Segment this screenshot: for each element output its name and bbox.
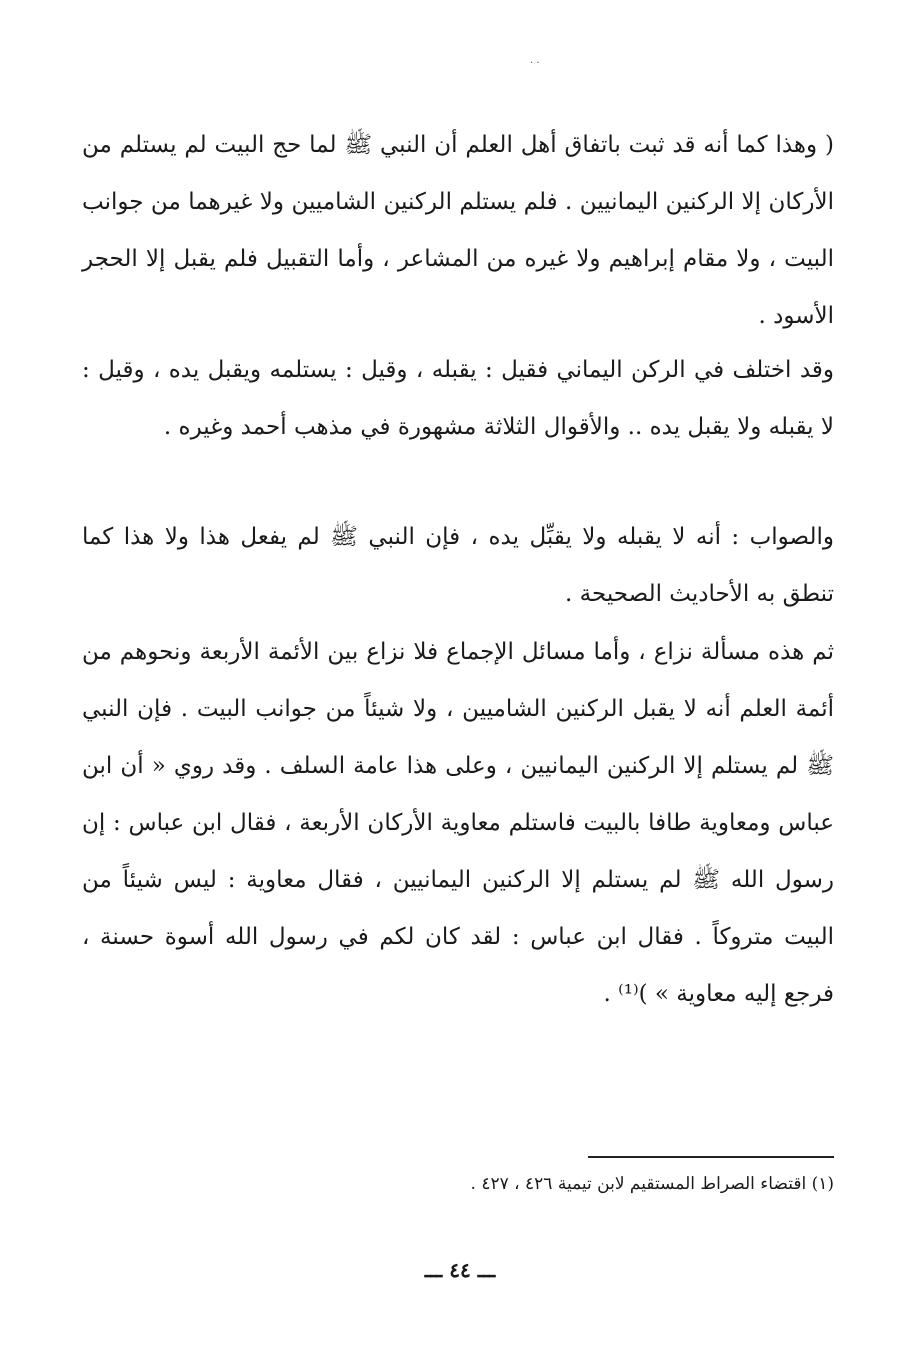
paragraph-3: والصواب : أنه لا يقبله ولا يقبِّل يده ، فإن النبي ﷺ لم يفعل هذا ولا هذا كما تنطق به الأحاديث الصحيحة .	[82, 524, 834, 607]
paragraph-1: ( وهذا كما أنه قد ثبت باتفاق أهل العلم أن النبي ﷺ لما حج البيت لم يستلم من الأركان إلا الركنين اليمانيين . فلم يستلم الركنين الشاميين ولا غيرهما من جوانب البيت ، ولا مقام إبراهيم ولا غيره من المشاعر ، وأما التقبيل فلم يقبل إلا الحجر الأسود .	[82, 132, 834, 329]
footnote: (١) اقتضاء الصراط المستقيم لابن تيمية ٤٢٦ ، ٤٢٧ .	[470, 1174, 834, 1194]
paragraph-2: وقد اختلف في الركن اليماني فقيل : يقبله ، وقيل : يستلمه ويقبل يده ، وقيل : لا يقبله ولا يقبل يده .. والأقوال الثلاثة مشهورة في مذهب أحمد وغيره .	[82, 357, 834, 440]
footnote-divider	[588, 1156, 834, 1158]
page-number: ـــ ٤٤ ـــ	[424, 1258, 496, 1282]
page-marks: · ·	[530, 58, 540, 69]
paragraph-4: ثم هذه مسألة نزاع ، وأما مسائل الإجماع فلا نزاع بين الأئمة الأربعة ونحوهم من أئمة العلم أنه لا يقبل الركنين الشاميين ، ولا شيئاً من جوانب البيت . فإن النبي ﷺ لم يستلم إلا الركنين اليمانيين ، وعلى هذا عامة السلف . وقد روي « أن ابن عباس ومعاوية طافا بالبيت فاستلم معاوية الأركان الأربعة ، فقال ابن عباس : إن رسول الله ﷺ لم يستلم إلا الركنين اليمانيين ، فقال معاوية : ليس شيئاً من البيت متروكاً . فقال ابن عباس : لقد كان لكم في رسول الله أسوة حسنة ، فرجع إليه معاوية » )⁽¹⁾ .	[82, 639, 834, 1007]
